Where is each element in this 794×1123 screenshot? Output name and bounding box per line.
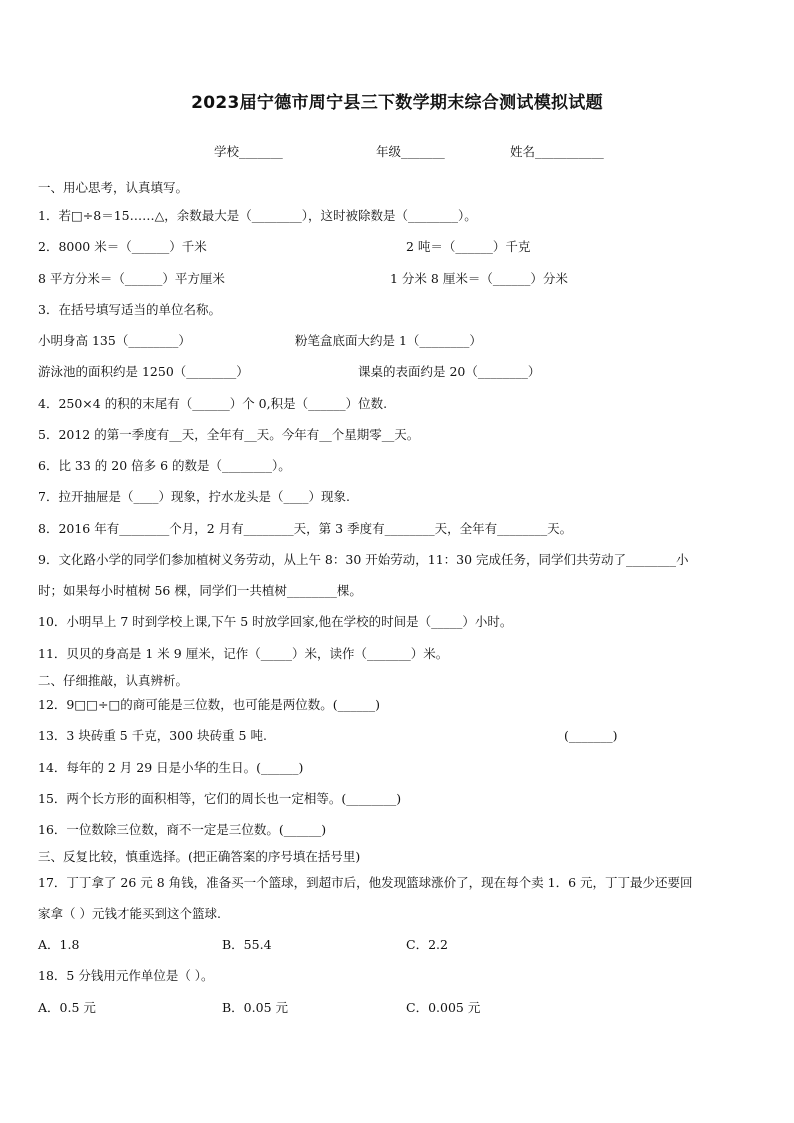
name-field: 姓名___________ (510, 144, 604, 159)
option-a: A．0.5 元 (38, 1000, 96, 1015)
section-heading: 一、用心思考，认真填写。 (38, 180, 189, 195)
question-5: 5．2012 的第一季度有__天，全年有__天。今年有__个星期零__天。 (38, 427, 420, 442)
question-10: 10．小明早上 7 时到学校上课,下午 5 时放学回家,他在学校的时间是（_____）小时。 (38, 614, 513, 629)
question-2d: 1 分米 8 厘米＝（______）分米 (390, 271, 568, 286)
option-b: B．0.05 元 (222, 1000, 288, 1015)
question-9-cont: 时；如果每小时植树 56 棵，同学们一共植树________棵。 (38, 583, 362, 598)
question-13: 13．3 块砖重 5 千克，300 块砖重 5 吨. (38, 728, 267, 743)
question-12: 12．9□□÷□的商可能是三位数，也可能是两位数。(______) (38, 697, 381, 712)
school-field: 学校_______ (214, 144, 283, 159)
question-8: 8．2016 年有________个月，2 月有________天，第 3 季度有________天，全年有________天。 (38, 521, 573, 536)
question-2a: 2．8000 米＝（______）千米 (38, 239, 207, 254)
option-c: C．0.005 元 (406, 1000, 481, 1015)
question-16: 16．一位数除三位数，商不一定是三位数。(______) (38, 822, 327, 837)
question-3b: 粉笔盒底面大约是 1（________） (295, 333, 482, 348)
question-11: 11．贝贝的身高是 1 米 9 厘米，记作（_____）米，读作（_______）米。 (38, 646, 449, 661)
question-17: 17．丁丁拿了 26 元 8 角钱，准备买一个篮球，到超市后，他发现篮球涨价了，现在每个卖 1．6 元，丁丁最少还要回 (38, 875, 693, 890)
option-b: B．55.4 (222, 937, 272, 952)
question-17-cont: 家拿（ ）元钱才能买到这个篮球. (38, 906, 221, 921)
question-3c: 游泳池的面积约是 1250（________） (38, 364, 249, 379)
option-a: A．1.8 (38, 937, 80, 952)
section-heading: 二、仔细推敲，认真辨析。 (38, 673, 189, 688)
question-3: 3．在括号填写适当的单位名称。 (38, 302, 221, 317)
question-1: 1．若□÷8＝15……△，余数最大是（________），这时被除数是（________）。 (38, 208, 477, 223)
option-c: C．2.2 (406, 937, 448, 952)
question-7: 7．拉开抽屉是（____）现象，拧水龙头是（____）现象. (38, 489, 350, 504)
question-3d: 课桌的表面约是 20（________） (358, 364, 541, 379)
question-6: 6．比 33 的 20 倍多 6 的数是（________）。 (38, 458, 291, 473)
question-9: 9．文化路小学的同学们参加植树义务劳动，从上午 8：30 开始劳动，11：30 完成任务，同学们共劳动了________小 (38, 552, 689, 567)
question-2b: 2 吨＝（______）千克 (406, 239, 531, 254)
section-heading: 三、反复比较，慎重选择。(把正确答案的序号填在括号里) (38, 849, 361, 864)
question-3a: 小明身高 135（________） (38, 333, 191, 348)
page-title: 2023届宁德市周宁县三下数学期末综合测试模拟试题 (191, 93, 603, 113)
question-15: 15．两个长方形的面积相等，它们的周长也一定相等。(________) (38, 791, 402, 806)
question-4: 4．250×4 的积的末尾有（______）个 0,积是（______）位数. (38, 396, 388, 411)
question-14: 14．每年的 2 月 29 日是小华的生日。(______) (38, 760, 304, 775)
question-13-answer: (_______) (564, 728, 618, 743)
question-2c: 8 平方分米＝（______）平方厘米 (38, 271, 225, 286)
grade-field: 年级_______ (376, 144, 445, 159)
question-18: 18．5 分钱用元作单位是（ ）。 (38, 968, 214, 983)
